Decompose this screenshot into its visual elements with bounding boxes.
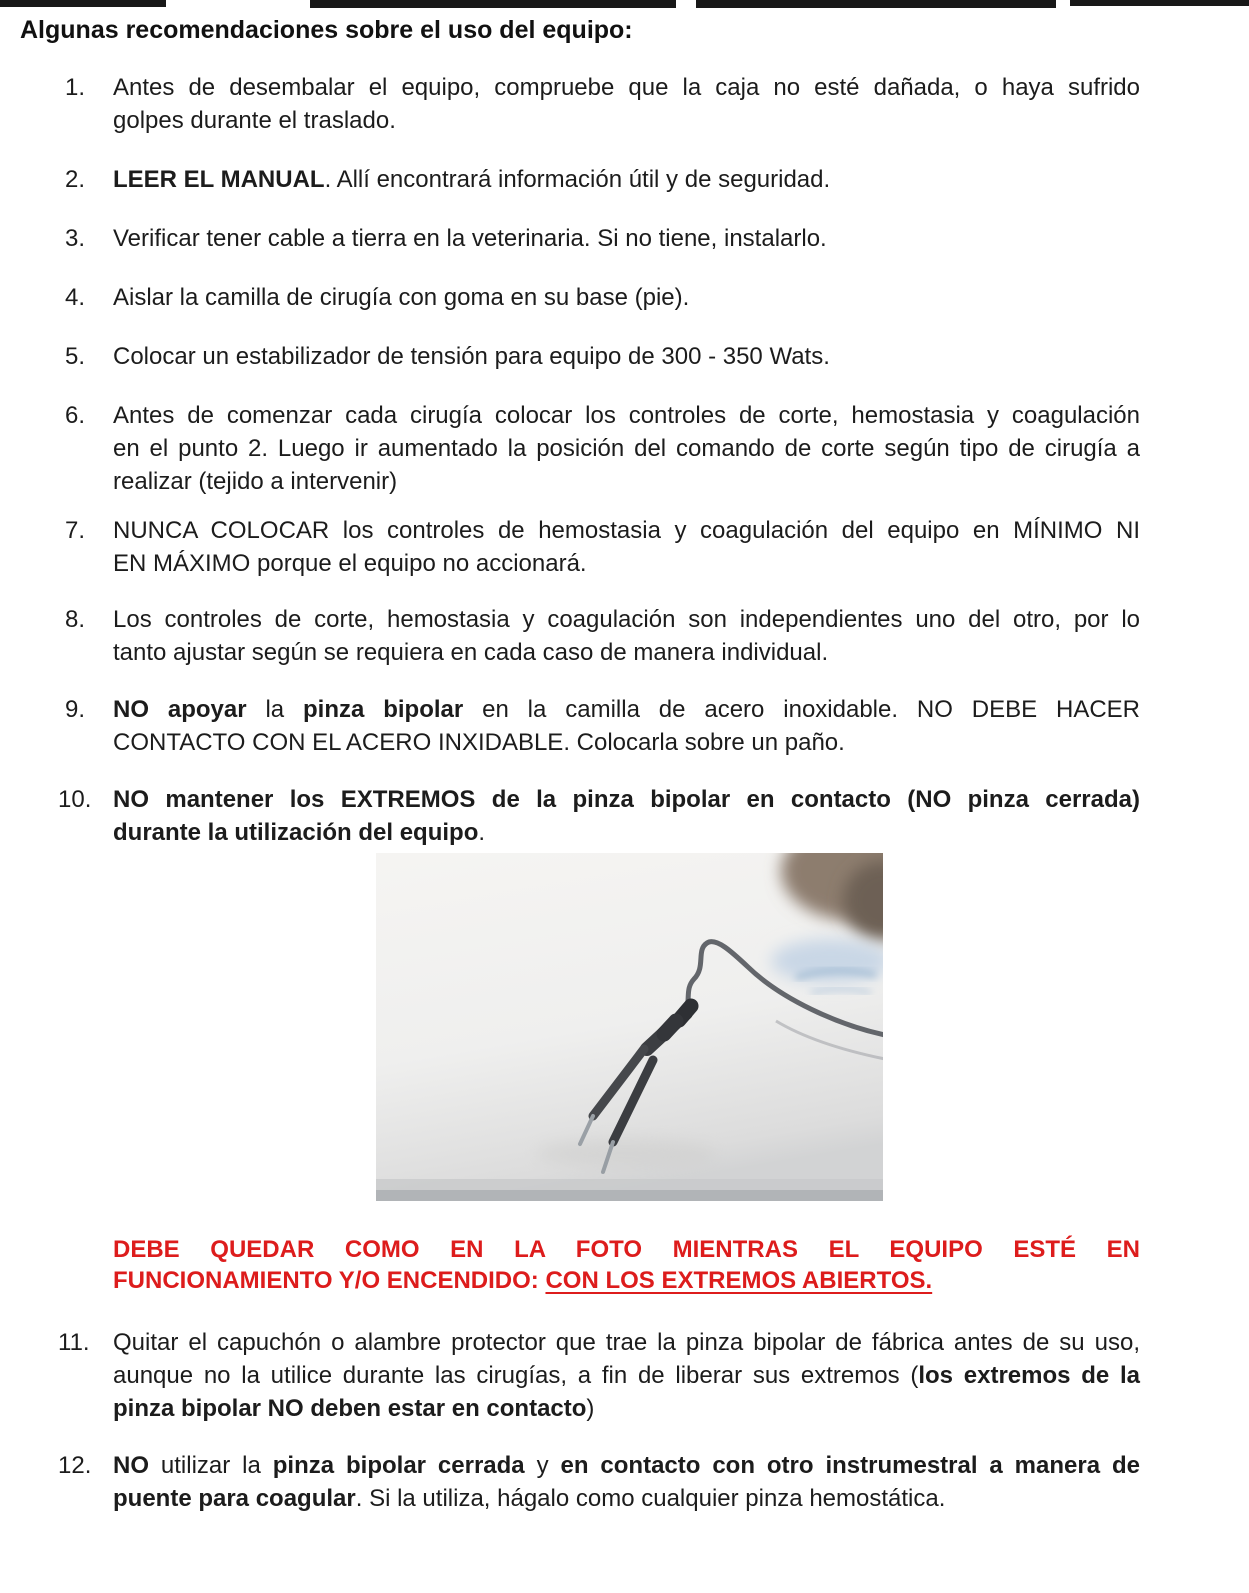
artifact-segment [310,0,676,8]
text-line: LEER EL MANUAL. Allí encontrará información útil y de seguridad. [113,166,831,193]
text-line: tanto ajustar según se requiera en cada caso de manera individual. [113,639,829,666]
list-item-text [113,71,1140,137]
text-line: Antes de comenzar cada cirugía colocar los controles de corte, hemostasia y coagulación [113,402,1140,429]
list-item-text [113,693,1140,759]
list-item-number: 2. [65,166,86,193]
text-line: NO apoyar la pinza bipolar en la camilla de acero inoxidable. NO DEBE HACER [113,696,1141,723]
list-item-text [113,399,1140,498]
list-item [20,340,1140,373]
list-item-text [113,514,1140,580]
text-line: golpes durante el traslado. [113,107,396,134]
list-item [20,693,1140,759]
bipolar-forceps-photo [376,853,883,1201]
text-line: FUNCIONAMIENTO Y/O ENCENDIDO: CON LOS EXTREMOS ABIERTOS. [113,1267,933,1294]
text-line: EN MÁXIMO porque el equipo no accionará. [113,550,587,577]
text-line: NUNCA COLOCAR los controles de hemostasia y coagulación del equipo en MÍNIMO NI [113,517,1140,544]
list-item-number: 4. [65,284,86,311]
list-item [20,71,1140,137]
text-line: Verificar tener cable a tierra en la veterinaria. Si no tiene, instalarlo. [113,225,827,252]
text-line: Colocar un estabilizador de tensión para equipo de 300 - 350 Wats. [113,343,830,370]
bipolar-forceps-illustration [376,853,883,1201]
list-item-text [113,222,1140,255]
list-item [20,281,1140,314]
list-item [20,783,1140,849]
list-item-number: 12. [58,1452,92,1479]
text-line: Quitar el capuchón o alambre protector que trae la pinza bipolar de fábrica antes de su uso, [113,1329,1140,1356]
list-item-number: 7. [65,517,86,544]
list-item [20,222,1140,255]
recommendations-list-continued [20,1326,1140,1515]
text-line: Antes de desembalar el equipo, compruebe que la caja no esté dañada, o haya sufrido [113,74,1140,101]
text-line: en el punto 2. Luego ir aumentado la posición del comando de corte según tipo de cirugía a [113,435,1140,462]
list-item-number: 9. [65,696,86,723]
list-item-text [113,1326,1140,1425]
list-item-text [113,340,1140,373]
list-item-text [113,163,1140,196]
artifact-segment [0,0,166,7]
text-line: Aislar la camilla de cirugía con goma en su base (pie). [113,284,690,311]
list-item-number: 1. [65,74,86,101]
text-line: CONTACTO CON EL ACERO INXIDABLE. Colocarla sobre un paño. [113,729,845,756]
list-item [20,1326,1140,1425]
list-item-text [113,783,1140,849]
list-item-number: 6. [65,402,86,429]
text-line: aunque no la utilice durante las cirugías, a fin de liberar sus extremos (los extremos de la [113,1362,1140,1389]
text-line: NO mantener los EXTREMOS de la pinza bipolar en contacto (NO pinza cerrada) [113,786,1140,813]
list-item [20,514,1140,580]
warning-text [113,1234,1140,1296]
list-item-number: 11. [58,1329,90,1356]
text-line: puente para coagular. Si la utiliza, hágalo como cualquier pinza hemostática. [113,1485,946,1512]
text-line: NO utilizar la pinza bipolar cerrada y en contacto con otro instrumestral a manera de [113,1452,1140,1479]
list-item [20,1449,1140,1515]
list-item-number: 8. [65,606,86,633]
text-line: pinza bipolar NO deben estar en contacto) [113,1395,595,1422]
list-item-text [113,281,1140,314]
artifact-segment [696,0,1056,8]
list-item-number: 10. [58,786,92,813]
list-item [20,603,1140,669]
text-line: Los controles de corte, hemostasia y coagulación son independientes uno del otro, por lo [113,606,1140,633]
list-item-text [113,603,1140,669]
page-title: Algunas recomendaciones sobre el uso del equipo: [20,16,633,44]
page-top-artifact [0,0,1249,9]
list-item-text [113,1449,1140,1515]
text-line: durante la utilización del equipo. [113,819,486,846]
recommendations-list [20,71,1140,849]
list-item [20,399,1140,498]
list-item-number: 3. [65,225,86,252]
list-item [20,163,1140,196]
artifact-segment [1070,0,1249,6]
list-item-number: 5. [65,343,86,370]
text-line: realizar (tejido a intervenir) [113,468,398,495]
text-line: DEBE QUEDAR COMO EN LA FOTO MIENTRAS EL EQUIPO ESTÉ EN [113,1236,1140,1263]
